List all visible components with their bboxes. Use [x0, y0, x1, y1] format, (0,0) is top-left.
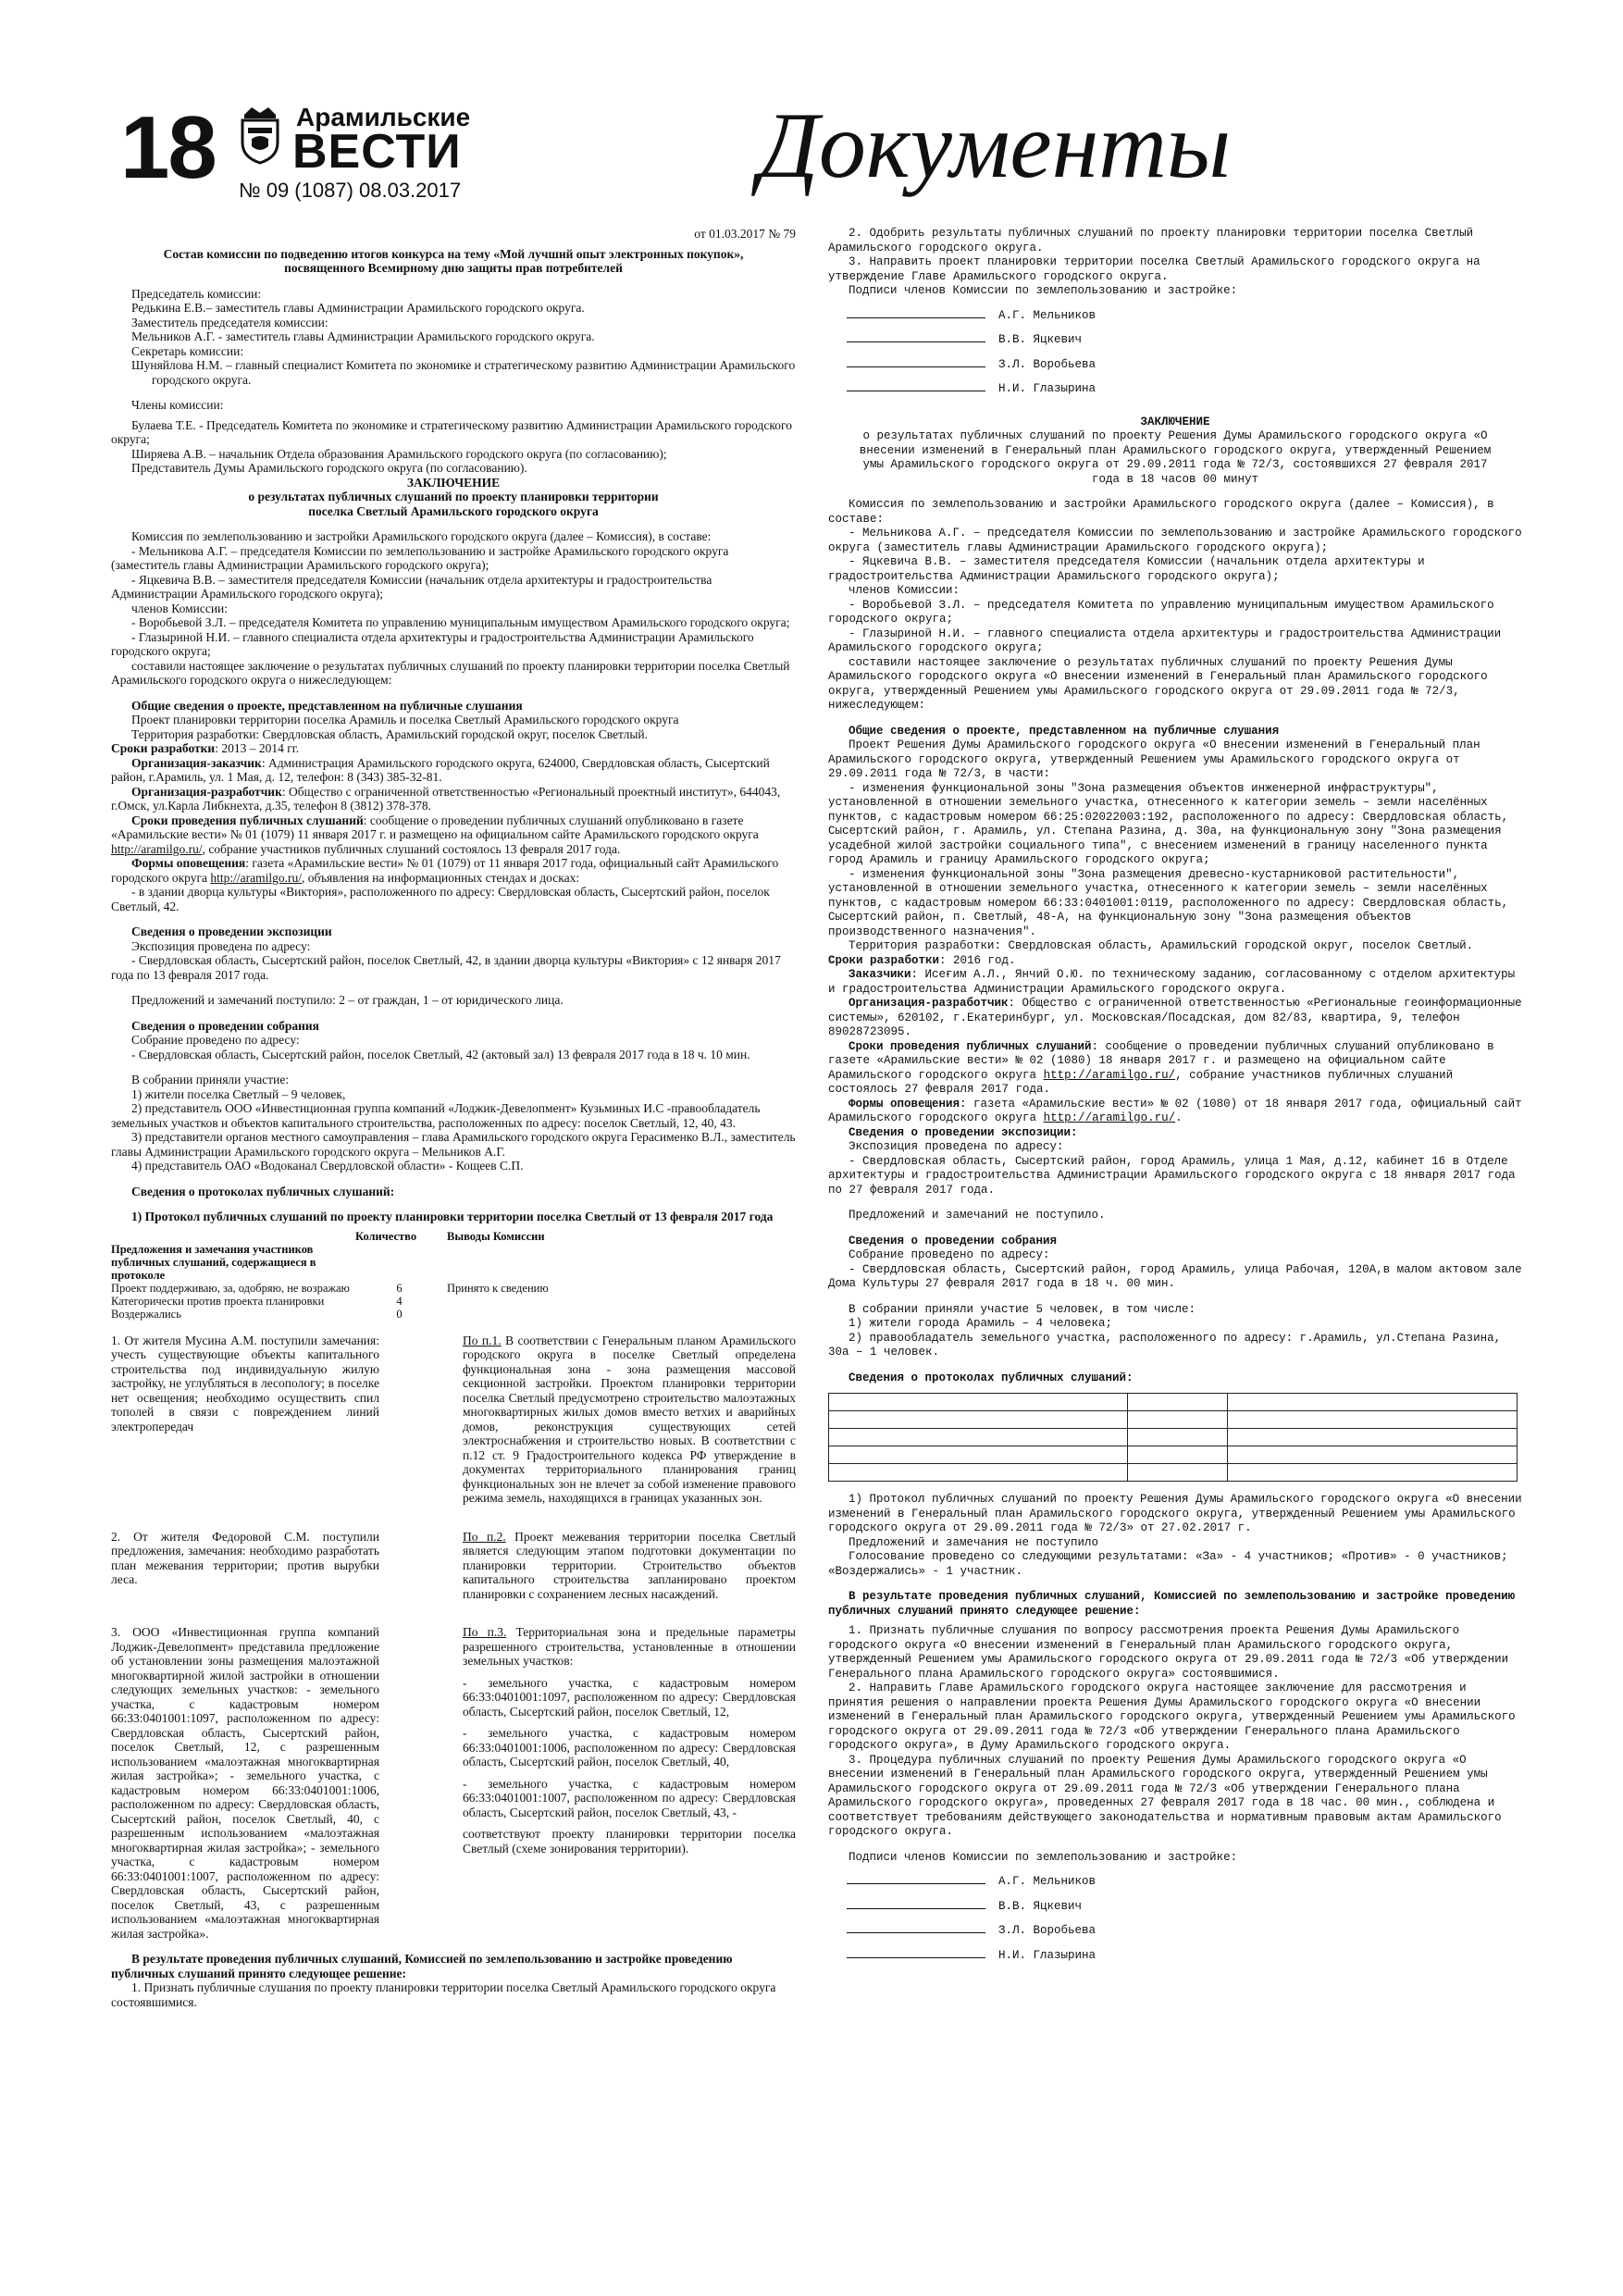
proposals-line-2: Предложений и замечаний не поступило.: [849, 1209, 1106, 1222]
section-title: Документы: [759, 93, 1232, 198]
conclusion-subtitle-2: поселка Светлый Арамильского городского округа: [308, 503, 599, 518]
table-cell-finding: [447, 1308, 564, 1321]
table-cell-count: 6: [396, 1281, 403, 1295]
signature-name: А.Г. Мельников: [998, 308, 1096, 322]
commission-line: Председатель комиссии:: [131, 286, 262, 301]
general-info-line-2: Территория разработки: Свердловская область, Арамильский городской округ, поселок Светлый.: [849, 939, 1474, 952]
grid-row: [829, 1446, 1518, 1464]
developer-value-2: : Общество с ограниченной ответственностью «Региональные геоинформационные системы», 620102, г.Екатеринбург, ул. Московская/Посадская, дом 82/83, квартира, 9, телефон 89028723095.: [828, 997, 1522, 1038]
participants-intro-2: В собрании приняли участие 5 человек, в том числе:: [849, 1302, 1196, 1316]
protocol-line-2: Голосование проведено со следующими результатами: «За» - 4 участников; «Против» - 0 участников; «Воздержались» - 1 участник.: [828, 1550, 1508, 1578]
terms-tail: , собрание участников публичных слушаний состоялось 13 февраля 2017 года.: [202, 841, 621, 856]
page-number: 18: [120, 98, 216, 197]
general-info-title-2: Общие сведения о проекте, представленном на публичные слушания: [849, 724, 1280, 738]
signature-name: З.Л. Воробьева: [998, 1924, 1096, 1937]
commission-line: Секретарь комиссии:: [131, 343, 244, 358]
general-info-line: Проект планировки территории поселка Арамиль и поселка Светлый Арамильского городского округа: [131, 713, 679, 726]
item-3-ref: По п.3.: [463, 1625, 507, 1639]
conclusion-intro-2: Комиссия по землепользованию и застройки Арамильского городского округа (далее – Комиссия), в составе:: [828, 498, 1494, 526]
commission-title-2: посвященного Всемирному дню защиты прав потребителей: [284, 261, 623, 275]
terms-label-2: Сроки проведения публичных слушаний: [849, 1039, 1092, 1053]
signature-row: [847, 330, 1522, 348]
conclusion-subtitle-2: о результатах публичных слушаний по проекту Решения Думы Арамильского городского округа «О внесении изменений в Генеральный план Арамильского городского округа, утвержденный Решением умы Арамильского городского округа от 29.09.2011 года № 72/3, состоявшихся 27 февраля 2017 года в 18 часов 00 минут: [859, 429, 1492, 486]
signature-blank: [847, 1946, 985, 1958]
customer-label-2: Заказчики: [849, 968, 911, 981]
period-value-2: : 2016 год.: [939, 953, 1016, 967]
item-1: [111, 1334, 796, 1506]
composition-line-2: - Воробьевой З.Л. – председателя Комитета по управлению муниципальным имуществом Арамильского городского округа;: [828, 598, 1494, 626]
customer-value: : Администрация Арамильского городского округа, 624000, Свердловская область, Сысертский район, г.Арамиль, ул. 1 Мая, д. 12, телефон: 8 (343) 385-32-81.: [111, 755, 770, 784]
item-2-ref: По п.2.: [463, 1529, 506, 1544]
brand-big: ВЕСТИ: [292, 125, 462, 179]
expo-line: Экспозиция проведена по адресу:: [131, 938, 311, 953]
continued-line: 3. Направить проект планировки территории поселка Светлый Арамильского городского округа на утверждение Главе Арамильского городского округа.: [828, 255, 1481, 283]
conclusion-intro: Комиссия по землепользованию и застройки Арамильского городского округа (далее – Комиссия), в составе:: [131, 529, 712, 543]
signature-row: [847, 355, 1522, 373]
table-cell-label: Проект поддерживаю, за, одобряю, не возражаю: [111, 1281, 350, 1295]
item-3-parcel: - земельного участка, с кадастровым номером 66:33:0401001:1007, расположенном по адресу: Свердловская область, Сысертский район, поселок Светлый, 43, -: [463, 1776, 796, 1819]
terms-link-2[interactable]: http://aramilgo.ru/: [1043, 1068, 1176, 1082]
item-2: [111, 1530, 796, 1602]
participant-line-2: 1) жители города Арамиль – 4 человека;: [849, 1317, 1113, 1330]
commission-line: Шуняйлова Н.М. – главный специалист Комитета по экономике и стратегическому развитию Администрации Арамильского городского округа.: [131, 358, 796, 387]
masthead: [111, 93, 1536, 213]
continued-line: 2. Одобрить результаты публичных слушаний по проекту планировки территории поселка Светлый Арамильского городского округа.: [828, 227, 1474, 254]
composition-line-2: - Мельникова А.Г. – председателя Комиссии по землепользованию и застройке Арамильского городского округа (заместитель главы Администрации Арамильского городского округа);: [828, 527, 1522, 554]
conclusion-title-2: ЗАКЛЮЧЕНИЕ: [1140, 415, 1210, 428]
terms-value-2: : сообщение о проведении публичных слушаний опубликовано в газете «Арамильские вести» № 02 (1080) 18 января 2017 г. и размещено на официальном сайте Арамильского городского округа: [828, 1039, 1494, 1082]
general-info-line: Территория разработки: Свердловская область, Арамильский городской округ, поселок Светлый.: [131, 726, 649, 741]
developer-value: : Общество с ограниченной ответственностью «Региональный проектный институт», 644043, г.Омск, ул.Карла Либкнехта, д.35, телефон 8 (3812) 378-378.: [111, 784, 781, 813]
signature-blank: [847, 1872, 985, 1884]
expo-title: Сведения о проведении экспозиции: [131, 925, 332, 938]
participant-line: 1) жители поселка Светлый – 9 человек,: [131, 1086, 346, 1101]
composition-line: членов Комиссии:: [131, 601, 229, 615]
table-head-findings: Выводы Комиссии: [447, 1229, 545, 1243]
grid-row: [829, 1429, 1518, 1446]
protocols-title: Сведения о протоколах публичных слушаний:: [131, 1184, 395, 1198]
result-1: 1. Признать публичные слушания по проекту планировки территории поселка Светлый Арамильского городского округа состоявшимися.: [111, 1980, 776, 2009]
brand-small: Арамильские: [296, 103, 471, 131]
composition-line-2: членов Комиссии:: [849, 584, 960, 597]
meeting-title-2: Сведения о проведении собрания: [849, 1234, 1058, 1247]
table-row: [111, 1308, 564, 1321]
signature-row: [847, 1946, 1522, 1964]
signature-row: [847, 1921, 1522, 1939]
signature-blank: [847, 1897, 985, 1909]
conclusion-title: ЗАКЛЮЧЕНИЕ: [406, 475, 501, 490]
member-line: Представитель Думы Арамильского городского округа (по согласованию).: [131, 461, 527, 475]
member-line: Булаева Т.Е. - Председатель Комитета по экономике и стратегическому развитию Администрации Арамильского городского округа;: [111, 417, 792, 446]
item-3-remark: 3. ООО «Инвестиционная группа компаний Лоджик-Девелопмент» представила предложение об установлении зоны размещения малоэтажной многоквартирной жилой застройки в отношении следующих земельных участков: - земельного участка, с кадастровым номером 66:33:0401001:1097, расположенном по адресу: Свердловская область, Сысертский район, поселок Светлый, 12, с разрешенным использованием «малоэтажная многоквартирная жилая застройка»; - земельного участка, с кадастровым номером 66:33:0401001:1006, расположенном по адресу: Свердловская область, Сысертский район, поселок Светлый, 40, с разрешенным использованием «малоэтажная многоквартирная жилая застройка»; - земельного участка, с кадастровым номером 66:33:0401001:1007, расположенном по адресу: Свердловская область, Сысертский район, поселок Светлый, 43, с разрешенным использованием «малоэтажная многоквартирная жилая застройка».: [111, 1625, 379, 1941]
right-column: [828, 227, 1522, 1970]
result-line-2: 2. Направить Главе Арамильского городского округа настоящее заключение для рассмотрения и принятия решения о направлении проекта Решения Думы Арамильского городского округа «О внесении изменений в Генеральный план Арамильского городского округа, утвержденный Решением умы Арамильского городского округа от 29.09.2011 года № 72/3 «Об утверждении Генерального плана Арамильского городского округа», в Думу Арамильского городского округа.: [828, 1682, 1516, 1752]
signature-name: Н.И. Глазырина: [998, 382, 1096, 395]
period-value: : 2013 – 2014 гг.: [215, 741, 300, 755]
signature-blank: [847, 355, 985, 367]
item-2-response: [463, 1530, 796, 1602]
protocol-line-2: 1) Протокол публичных слушаний по проекту Решения Думы Арамильского городского округа «О внесении изменений в Генеральный план Арамильского городского округа, утвержденный Решением умы Арамильского городского округа от 29.09.2011 года № 72/3» от 27.02.2017 г.: [828, 1493, 1522, 1534]
meeting-line: Собрание проведено по адресу:: [131, 1033, 300, 1047]
notify-place: - в здании дворца культуры «Виктория», расположенного по адресу: Свердловская область, Сысертский район, поселок Светлый, 42.: [111, 885, 770, 913]
left-column: [111, 227, 796, 2009]
table-cell-finding: Принято к сведению: [447, 1281, 549, 1295]
table-cell-label: Воздержались: [111, 1307, 181, 1321]
protocol-grid: [828, 1393, 1518, 1482]
signature-row: [847, 1897, 1522, 1915]
participant-line-2: 2) правообладатель земельного участка, расположенного по адресу: г.Арамиль, ул.Степана Разина, 30а – 1 человек.: [828, 1331, 1502, 1359]
table-cell-count: 4: [396, 1294, 403, 1308]
signature-blank: [847, 1921, 985, 1933]
item-3-intro: Территориальная зона и предельные параметры разрешенного строительства, установленные в отношении земельных участков:: [463, 1625, 796, 1668]
developer-label-2: Организация-разработчик: [849, 997, 1009, 1010]
composition-line: составили настоящее заключение о результатах публичных слушаний по проекту планировки территории поселка Светлый Арамильского городского округа о нижеследующем:: [111, 658, 790, 687]
customer-value-2: : Исеғим А.Л., Янчий О.Ю. по техническому заданию, согласованному с отделом архитектуры и градостроительства Администрации Арамильского городского округа.: [828, 968, 1516, 996]
order-number: от 01.03.2017 № 79: [694, 227, 796, 241]
item-3: [111, 1625, 796, 1941]
notify-value-2: : газета «Арамильские вести» № 02 (1080) от 18 января 2017 года, официальный сайт Арамильского городского округа: [828, 1097, 1522, 1124]
signatures-label-2: Подписи членов Комиссии по землепользованию и застройке:: [849, 1850, 1238, 1864]
signature-row: [847, 379, 1522, 397]
protocol-table: [111, 1230, 564, 1321]
item-3-tail: соответствуют проекту планировки территории поселка Светлый (схеме зонирования территории).: [463, 1827, 796, 1855]
commission-title-1: Состав комиссии по подведению итогов конкурса на тему «Мой лучший опыт электронных покупок»,: [163, 246, 744, 261]
signature-blank: [847, 306, 985, 318]
signature-name: В.В. Яцкевич: [998, 1899, 1083, 1913]
signature-name: А.Г. Мельников: [998, 1875, 1096, 1888]
item-1-text: В соответствии с Генеральным планом Арамильского городского округа в поселке Светлый определена функциональная зона - зона размещения массовой секционной застройки. Проектом планировки территории поселка Светлый предусмотрено строительство малоэтажных многоквартирных жилых домов вместо ветхих и аварийных домов, реконструкция существующих сетей электроснабжения и строительство новых. В соответствии с п.12 ст. 9 Градостроительного кодекса РФ утверждение в документах территориального планирования границ функциональных зон не влечет за собой изменение правового режима земель, находящихся в границах указанных зон.: [463, 1333, 796, 1505]
table-row: [111, 1295, 564, 1308]
composition-line: - Яцкевича В.В. – заместителя председателя Комиссии (начальник отдела архитектуры и градостроительства Администрации Арамильского городского округа);: [111, 572, 712, 601]
issue-info: № 09 (1087) 08.03.2017: [239, 179, 462, 202]
table-row: [111, 1282, 564, 1295]
protocol-1-title: 1) Протокол публичных слушаний по проекту планировки территории поселка Светлый от 13 февраля 2017 года: [131, 1210, 774, 1223]
terms-link[interactable]: http://aramilgo.ru/: [111, 841, 203, 856]
meeting-line-2: Собрание проведено по адресу:: [849, 1248, 1050, 1261]
signature-name: З.Л. Воробьева: [998, 357, 1096, 371]
commission-line: Редькина Е.В.– заместитель главы Администрации Арамильского городского округа.: [131, 301, 585, 315]
composition-line: - Мельникова А.Г. – председателя Комиссии по землепользованию и застройке Арамильского городского округа (заместитель главы Администрации Арамильского городского округа);: [111, 543, 729, 572]
signature-name: Н.И. Глазырина: [998, 1948, 1096, 1962]
item-1-remark: 1. От жителя Мусина А.М. поступили замечания: учесть существующие объекты капитального строительства под индивидуальную жилую застройку, не углубляться в лесопологу; в поселке нет освещения; необходимо осуществить спил тополей в связи с повреждением линий электропередач: [111, 1333, 379, 1433]
protocol-line-2: Предложений и замечания не поступило: [849, 1535, 1099, 1549]
table-cell-label: Категорически против проекта планировки: [111, 1294, 325, 1308]
commission-line: Мельников А.Г. - заместитель главы Администрации Арамильского городского округа.: [131, 329, 595, 343]
developer-label: Организация-разработчик: [131, 784, 282, 799]
table-head-count: Количество: [355, 1229, 417, 1243]
composition-line-2: - Яцкевича В.В. – заместителя председателя Комиссии (начальник отдела архитектуры и градостроительства Администрации Арамильского городского округа);: [828, 555, 1425, 583]
members-label: Члены комиссии:: [131, 398, 224, 412]
terms-label: Сроки проведения публичных слушаний: [131, 813, 364, 827]
composition-line-2: составили настоящее заключение о результатах публичных слушаний по проекту Решения Думы Арамильского городского округа «О внесении изменений в Генеральный план Арамильского городского округа, утвержденный Решением умы Арамильского городского округа от 29.09.2011 года № 72/3, нижеследующем:: [828, 655, 1488, 712]
meeting-title: Сведения о проведении собрания: [131, 1018, 319, 1033]
coat-of-arms-icon: [239, 105, 281, 165]
period-label: Сроки разработки: [111, 741, 216, 755]
participants-intro: В собрании приняли участие:: [131, 1073, 290, 1086]
notify-label: Формы оповещения: [131, 856, 246, 870]
table-cell-count: 0: [396, 1307, 403, 1321]
item-1-response: [463, 1334, 796, 1506]
composition-line-2: - Глазыриной Н.И. – главного специалиста отдела архитектуры и градостроительства Администрации Арамильского городского округа;: [828, 627, 1502, 654]
composition-line: - Глазыриной Н.И. – главного специалиста отдела архитектуры и градостроительства Администрации Арамильского городского округа;: [111, 629, 754, 658]
protocols-title-2: Сведения о протоколах публичных слушаний:: [849, 1371, 1134, 1384]
expo-title-2: Сведения о проведении экспозиции:: [849, 1125, 1078, 1139]
grid-row: [829, 1464, 1518, 1482]
result-line-2: 3. Процедура публичных слушаний по проекту Решения Думы Арамильского городского округа «О внесении изменений в Генеральный план Арамильского городского округа, утвержденный Решением умы Арамильского городского округа от 29.09.2011 года № 72/3 «Об утверждении Генерального плана Арамильского городского округа», проведенных 27 февраля 2017 года в 18 час. 00 мин., соблюдена и соответствует требованиям действующего законодательства и нормативным правовым актам Арамильского городского округа.: [828, 1753, 1502, 1838]
item-3-parcel: - земельного участка, с кадастровым номером 66:33:0401001:1006, расположенном по адресу: Свердловская область, Сысертский район, поселок Светлый, 40,: [463, 1726, 796, 1769]
signature-name: В.В. Яцкевич: [998, 333, 1083, 346]
item-1-ref: По п.1.: [463, 1333, 502, 1347]
table-cell-finding: [447, 1295, 564, 1308]
expo-line: - Свердловская область, Сысертский район, поселок Светлый, 42, в здании дворца культуры «Виктория» с 12 января 2017 года по 13 февраля 2017 года.: [111, 953, 781, 982]
meeting-line: - Свердловская область, Сысертский район, поселок Светлый, 42 (актовый зал) 13 февраля 2017 года в 18 ч. 10 мин.: [131, 1047, 750, 1061]
composition-line: - Воробьевой З.Л. – председателя Комитета по управлению муниципальным имуществом Арамильского городского округа;: [131, 615, 790, 629]
period-label-2: Сроки разработки: [828, 953, 940, 967]
grid-row: [829, 1394, 1518, 1411]
expo-line-2: - Свердловская область, Сысертский район, город Арамиль, улица 1 Мая, д.12, кабинет 16 в Отделе архитектуры и градостроительства Администрации Арамильского городского округа с 18 января 2017 года по 27 февраля 2017 года.: [828, 1154, 1516, 1197]
general-info-line-2: Проект Решения Думы Арамильского городского округа «О внесении изменений в Генеральный план Арамильского городского округа, утвержденный Решением умы Арамильского городского округа от 29.09.2011 года № 72/3, в части:: [828, 738, 1481, 780]
proposals-line: Предложений и замечаний поступило: 2 – от граждан, 1 – от юридического лица.: [131, 993, 564, 1007]
commission-list: [131, 287, 796, 388]
signature-blank: [847, 379, 985, 391]
participant-line: 2) представитель ООО «Инвестиционная группа компаний «Лоджик-Девелопмент» Кузьминых И.С -правообладатель земельных участков и объектов капитального строительства, расположенных по адресу: поселок Светлый, 12, 40, 43.: [111, 1101, 761, 1130]
item-2-text: Проект межевания территории поселка Светлый является следующим этапом подготовки документации по планировки территории. Строительство объектов капитального строительства запланировано проектом планировки с сохранением лесных насаждений.: [463, 1529, 796, 1601]
meeting-line-2: - Свердловская область, Сысертский район, город Арамиль, улица Рабочая, 120А,в малом актовом зале Дома Культуры 27 февраля 2017 года в 18 ч. 00 мин.: [828, 1262, 1522, 1290]
general-info-title: Общие сведения о проекте, представленном на публичные слушания: [131, 698, 523, 713]
signature-row: [847, 1872, 1522, 1890]
customer-label: Организация-заказчик: [131, 755, 262, 770]
grid-row: [829, 1411, 1518, 1429]
item-2-remark: 2. От жителя Федоровой С.М. поступили предложения, замечания: необходимо разработать план межевания территории; против вырубки леса.: [111, 1529, 379, 1586]
notify-tail: , объявления на информационных стендах и досках:: [302, 870, 580, 885]
general-info-line-2: - изменения функциональной зоны "Зона размещения древесно-кустарниковой растительности", установленной в отношении земельного участка, отнесенного к категории земель – земли населённых пунктов, с кадастровым номером 66:33:0401001:0119, расположенного по адресу: Свердловская область, Сысертский район, п. Светлый, 48-А, на функциональную зону "Зона размещения объектов производственного назначения".: [828, 867, 1509, 938]
commission-line: Заместитель председателя комиссии:: [131, 315, 328, 329]
participant-line: 4) представитель ОАО «Водоканал Свердловской области» - Кощеев С.П.: [131, 1159, 524, 1173]
terms-tail-2: , собрание участников публичных слушаний состоялось 27 февраля 2017 года.: [828, 1068, 1454, 1096]
item-3-parcel: - земельного участка, с кадастровым номером 66:33:0401001:1097, расположенном по адресу: Свердловская область, Сысертский район, поселок Светлый, 12,: [463, 1675, 796, 1719]
notify-value: : газета «Арамильские вести» № 01 (1079) от 11 января 2017 года, официальный сайт Арамильского городского округа: [111, 856, 779, 885]
notify-link-2[interactable]: http://aramilgo.ru/: [1043, 1111, 1176, 1124]
notify-link[interactable]: http://aramilgo.ru/: [210, 870, 303, 885]
result-line-2: 1. Признать публичные слушания по вопросу рассмотрения проекта Решения Думы Арамильского городского округа «О внесении изменений в Генеральный план Арамильского городского округа, утвержденный Решением умы Арамильского городского округа от 29.09.2011 года № 72/3 «Об утверждении Генерального плана Арамильского городского округа» состоявшимися.: [828, 1624, 1509, 1681]
result-title: В результате проведения публичных слушаний, Комиссией по землепользованию и застройке проведению публичных слушаний принято следующее решение:: [111, 1952, 733, 1980]
general-info-line-2: - изменения функциональной зоны "Зона размещения объектов инженерной инфраструктуры", установленной в отношении земельного участка, отнесенного к категории земель – земли населённых пунктов, с кадастровым номером 66:25:02022003:192, расположенного по адресу: Свердловская область, Сысертский район, г. Арамиль, ул. Степана Разина, д. 30а, на функциональную зону "Зона размещения усадебной жилой застройки социального типа", с внесением изменений в границу населенного пункта город Арамиль и границу Арамильского городского округа;: [828, 781, 1509, 866]
participant-line: 3) представители органов местного самоуправления – глава Арамильского городского округа Герасименко В.Л., заместитель главы Администрации Арамильского городского округа – Мельников А.Г.: [111, 1130, 796, 1159]
signatures-label: Подписи членов Комиссии по землепользованию и застройке:: [849, 284, 1238, 297]
conclusion-subtitle-1: о результатах публичных слушаний по проекту планировки территории: [248, 490, 659, 503]
notify-label-2: Формы оповещения: [849, 1097, 960, 1111]
terms-value: : сообщение о проведении публичных слушаний опубликовано в газете «Арамильские вести» № 01 (1079) 11 января 2017 г. и размещено на официальном сайте Арамильского городского округа: [111, 813, 759, 841]
table-head-items: Предложения и замечания участников публичных слушаний, содержащиеся в протоколе: [111, 1242, 316, 1282]
result-title-2: В результате проведения публичных слушаний, Комиссией по землепользованию и застройке проведению публичных слушаний принято следующее решение:: [828, 1590, 1516, 1618]
signature-blank: [847, 330, 985, 342]
item-3-response: [463, 1625, 796, 1941]
expo-line-2: Экспозиция проведена по адресу:: [849, 1140, 1064, 1153]
signature-row: [847, 306, 1522, 324]
member-line: Ширяева А.В. – начальник Отдела образования Арамильского городского округа (по согласованию);: [131, 446, 667, 461]
notify-tail-2: .: [1175, 1111, 1183, 1124]
